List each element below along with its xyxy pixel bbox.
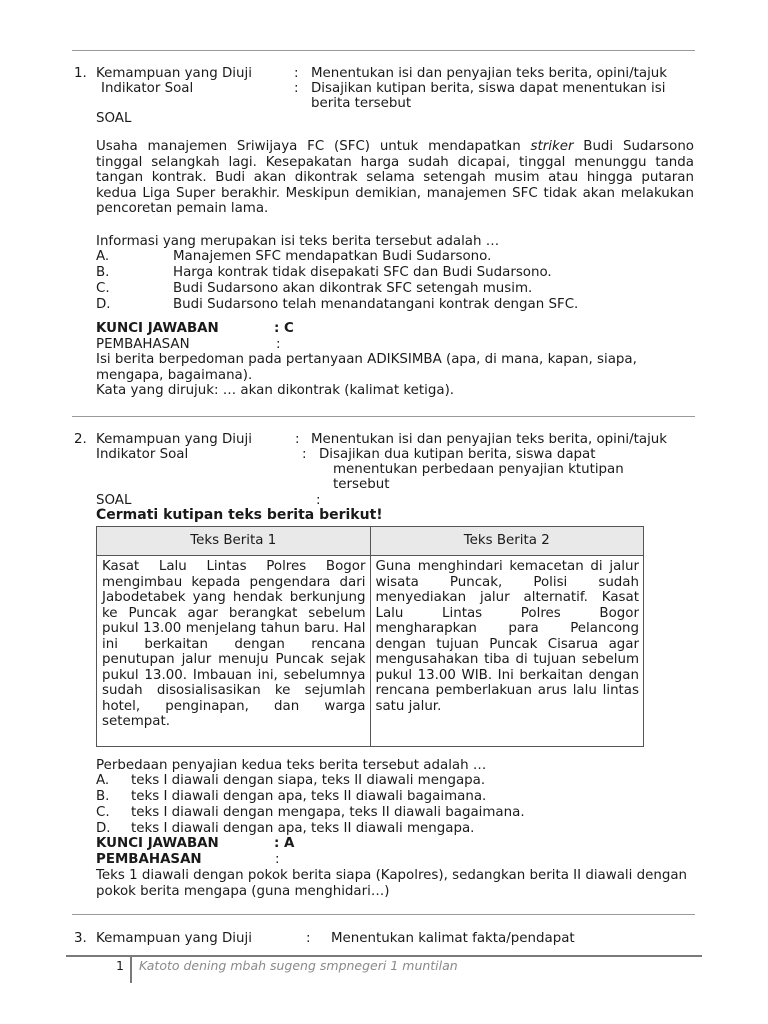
option-letter: A. [96, 773, 110, 788]
pembahasan-text: Teks 1 diawali dengan pokok berita siapa (Kapolres), sedangkan berita II diawali dengan pokok berita mengapa (guna menghidari…) [96, 868, 688, 899]
kemampuan-label: Kemampuan yang Diuji [96, 432, 252, 447]
option-text: Budi Sudarsono akan dikontrak SFC setengah musim. [173, 281, 533, 296]
kunci-jawaban-value: : C [274, 321, 294, 336]
option-letter: C. [96, 805, 110, 820]
soal-label: SOAL [96, 493, 132, 508]
table-header-text-1: Teks Berita 1 [97, 527, 371, 556]
indikator-value-line-1: Disajikan kutipan berita, siswa dapat menentukan isi [311, 81, 666, 96]
kunci-jawaban-label: KUNCI JAWABAN [96, 836, 219, 851]
option-letter: A. [96, 249, 110, 264]
pembahasan-label: PEMBAHASAN [96, 337, 190, 352]
indikator-value-line-1: Disajikan dua kutipan berita, siswa dapat [319, 447, 596, 462]
pembahasan-reference: Kata yang dirujuk: … akan dikontrak (kalimat ketiga). [96, 383, 455, 398]
passage-italic-term: striker [530, 139, 574, 154]
question-number: 3. [74, 931, 87, 946]
kemampuan-colon: : [306, 931, 311, 946]
option-text: Budi Sudarsono telah menandatangani kontrak dengan SFC. [173, 297, 579, 312]
indikator-value-line-2: berita tersebut [311, 96, 412, 111]
instruction: Cermati kutipan teks berita berikut! [96, 507, 383, 523]
table-cell-text-1: Kasat Lalu Lintas Polres Bogor mengimbau kepada pengendara dari Jabodetabek yang hendak berkunjung ke Puncak agar berangkat sebelum pukul 13.00 menjelang tahun baru. Hal ini berkaitan dengan rencana penutupan jalur menuju Puncak sejak pukul 13.00. Imbauan ini, sebelumnya sudah disosialisasikan ke sejumlah hotel, penginapan, dan warga setempat. [97, 556, 371, 747]
kemampuan-label: Kemampuan yang Diuji [96, 931, 252, 946]
news-passage [96, 139, 694, 217]
option-text: Harga kontrak tidak disepakati SFC dan Budi Sudarsono. [173, 265, 552, 280]
divider [72, 914, 695, 915]
footer-separator [130, 957, 132, 983]
indikator-value-line-3: tersebut [333, 477, 390, 492]
divider [72, 416, 695, 417]
question-number: 1. [74, 66, 87, 81]
kemampuan-label: Kemampuan yang Diuji [96, 66, 252, 81]
kunci-jawaban-label: KUNCI JAWABAN [96, 321, 219, 336]
option-text: teks I diawali dengan mengapa, teks II diawali bagaimana. [131, 805, 525, 820]
question-text: Perbedaan penyajian kedua teks berita tersebut adalah … [96, 758, 487, 773]
indikator-label: Indikator Soal [96, 447, 189, 462]
passage-part-1: Usaha manajemen Sriwijaya FC (SFC) untuk mendapatkan [96, 139, 531, 154]
indikator-colon: : [294, 81, 299, 96]
option-letter: B. [96, 789, 110, 804]
option-text: teks I diawali dengan siapa, teks II diawali mengapa. [131, 773, 486, 788]
kemampuan-colon: : [295, 432, 300, 447]
option-text: teks I diawali dengan apa, teks II diawali bagaimana. [131, 789, 487, 804]
table-header-text-2: Teks Berita 2 [370, 527, 644, 556]
table-cell-text-2: Guna menghindari kemacetan di jalur wisata Puncak, Polisi sudah menyediakan jalur alternatif. Kasat Lalu Lintas Polres Bogor mengharapkan para Pelancong dengan tujuan Puncak Cisarua agar mengusahakan tiba di tujuan sebelum pukul 13.00 WIB. Ini berkaitan dengan rencana pemberlakuan arus lalu lintas satu jalur. [370, 556, 644, 747]
pembahasan-label: PEMBAHASAN [96, 852, 202, 867]
news-comparison-table [96, 526, 644, 747]
option-letter: D. [96, 821, 111, 836]
footer-divider [66, 955, 702, 957]
kemampuan-colon: : [294, 66, 299, 81]
passage-part-2: Budi Sudarsono tinggal selangkah lagi. Kesepakatan harga sudah dicapai, tinggal menunggu tanda tangan kontrak. Budi akan dikontrak selama setengah musim atau hingga putaran kedua Liga Super berakhir. Meskipun demikian, manajemen SFC tidak akan melakukan pencoretan pemain lama. [96, 139, 694, 216]
option-letter: C. [96, 281, 110, 296]
kunci-jawaban-value: : A [274, 836, 295, 851]
footer-text: Katoto dening mbah sugeng smpnegeri 1 muntilan [139, 958, 458, 973]
indikator-value-line-2: menentukan perbedaan penyajian ktutipan [333, 462, 624, 477]
soal-colon: : [316, 493, 321, 508]
soal-label: SOAL [96, 111, 132, 126]
option-text: Manajemen SFC mendapatkan Budi Sudarsono. [173, 249, 492, 264]
kemampuan-value: Menentukan isi dan penyajian teks berita, opini/tajuk [311, 432, 668, 447]
question-number: 2. [74, 432, 87, 447]
option-text: teks I diawali dengan apa, teks II diawali mengapa. [131, 821, 475, 836]
kemampuan-value: Menentukan kalimat fakta/pendapat [331, 931, 575, 946]
pembahasan-text: Isi berita berpedoman pada pertanyaan ADIKSIMBA (apa, di mana, kapan, siapa, mengapa, bagaimana). [96, 352, 637, 383]
pembahasan-colon: : [276, 337, 281, 352]
page-number: 1 [116, 958, 124, 973]
indikator-label: Indikator Soal [101, 81, 194, 96]
pembahasan-colon: : [275, 852, 280, 867]
question-text: Informasi yang merupakan isi teks berita tersebut adalah … [96, 234, 500, 249]
option-letter: D. [96, 297, 111, 312]
indikator-colon: : [302, 447, 307, 462]
option-letter: B. [96, 265, 110, 280]
kemampuan-value: Menentukan isi dan penyajian teks berita, opini/tajuk [311, 66, 668, 81]
top-divider [72, 50, 695, 51]
